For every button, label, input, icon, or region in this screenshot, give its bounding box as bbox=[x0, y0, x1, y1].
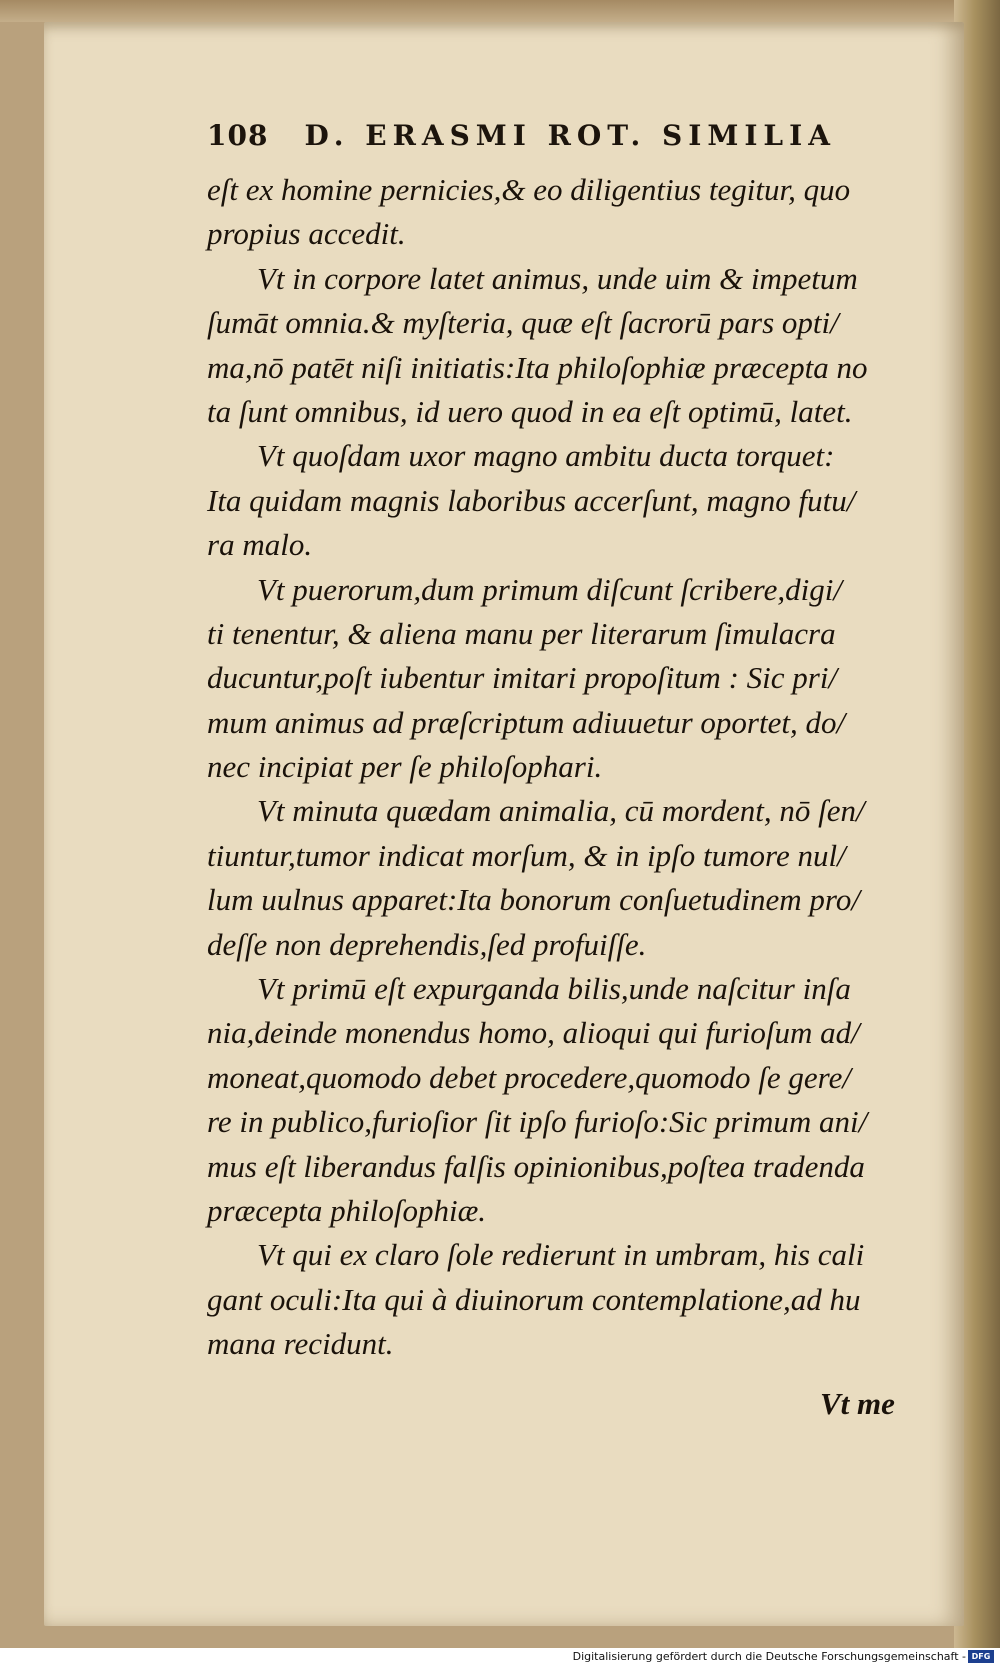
paragraph-start-line: Vt quoſdam uxor magno ambitu ducta torquet: bbox=[257, 438, 835, 474]
running-title: D. ERASMI ROT. SIMILIA bbox=[304, 118, 836, 152]
text-line: ra malo. bbox=[207, 527, 313, 563]
text-line: re in publico,furioſior ſit ipſo furioſo:Sic primum ani/ bbox=[207, 1104, 868, 1140]
funding-credit: Digitalisierung gefördert durch die Deutsche Forschungsgemeinschaft - bbox=[572, 1650, 966, 1663]
text-line: tiuntur,tumor indicat morſum, & in ipſo tumore nul/ bbox=[207, 837, 846, 873]
text-line: ducuntur,poſt iubentur imitari propoſitum : Sic pri/ bbox=[207, 660, 838, 696]
text-line: nia,deinde monendus homo, alioqui qui furioſum ad/ bbox=[207, 1015, 860, 1051]
text-line: ſumāt omnia.& myſteria, quæ eſt ſacrorū pars opti/ bbox=[207, 305, 839, 341]
text-line: ma,nō patēt niſi initiatis:Ita philoſophiæ præcepta no bbox=[207, 349, 868, 385]
text-line: præcepta philoſophiæ. bbox=[207, 1192, 486, 1228]
paragraph-start-line: Vt in corpore latet animus, unde uim & impetum bbox=[257, 260, 858, 296]
dfg-logo-icon: DFG bbox=[968, 1650, 994, 1663]
text-line: propius accedit. bbox=[207, 216, 406, 252]
running-head bbox=[207, 110, 887, 160]
text-line: ti tenentur, & aliena manu per literarum ſimulacra bbox=[207, 615, 836, 651]
text-line: nec incipiat per ſe philoſophari. bbox=[207, 749, 603, 785]
scan-top-edge bbox=[0, 0, 1000, 22]
text-line: eſt ex homine pernicies,& eo diligentius tegitur, quo bbox=[207, 172, 851, 207]
paragraph-start-line: Vt puerorum,dum primum diſcunt ſcribere,digi/ bbox=[257, 571, 842, 607]
text-line: ta ſunt omnibus, id uero quod in ea eſt optimū, latet. bbox=[207, 393, 853, 429]
text-line: mana recidunt. bbox=[207, 1326, 394, 1362]
text-line: deſſe non deprehendis,ſed profuiſſe. bbox=[207, 926, 647, 962]
text-line: gant oculi:Ita qui à diuinorum contemplatione,ad hu bbox=[207, 1281, 861, 1317]
page-number: 108 bbox=[207, 118, 269, 152]
catchword: Vt me bbox=[820, 1386, 895, 1421]
paragraph-start-line: Vt primū eſt expurganda bilis,unde naſcitur inſa bbox=[257, 971, 851, 1007]
text-line: Ita quidam magnis laboribus accerſunt, magno futu/ bbox=[207, 482, 856, 518]
text-line: moneat,quomodo debet procedere,quomodo ſe gere/ bbox=[207, 1059, 851, 1095]
body-text bbox=[207, 168, 919, 1367]
paragraph-start-line: Vt minuta quædam animalia, cū mordent, nō ſen/ bbox=[257, 793, 865, 829]
text-line: lum uulnus apparet:Ita bonorum conſuetudinem pro/ bbox=[207, 882, 860, 918]
paragraph-start-line: Vt qui ex claro ſole redierunt in umbram, his cali bbox=[257, 1237, 865, 1273]
text-line: mum animus ad præſcriptum adiuuetur oportet, do/ bbox=[207, 704, 846, 740]
text-line: mus eſt liberandus falſis opinionibus,poſtea tradenda bbox=[207, 1148, 865, 1184]
